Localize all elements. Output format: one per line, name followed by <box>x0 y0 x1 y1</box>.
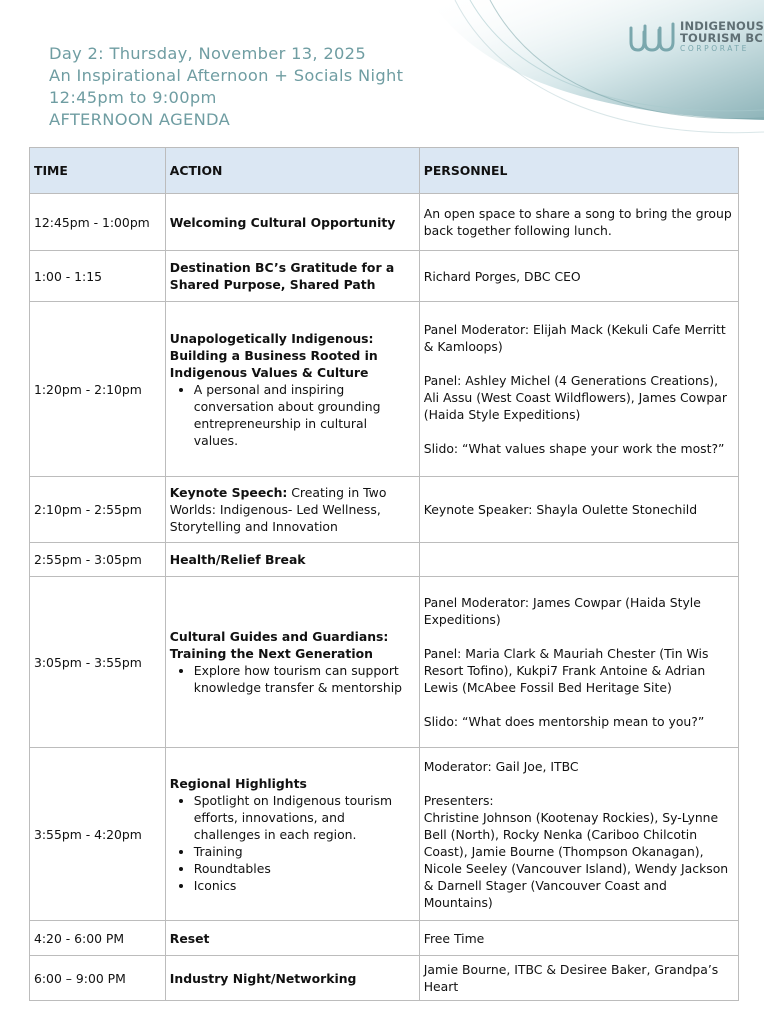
table-row <box>30 748 739 921</box>
session-title: An Inspirational Afternoon + Socials Night <box>49 66 404 85</box>
personnel-cell <box>419 251 738 302</box>
action-cell <box>165 302 419 477</box>
time-cell: 3:05pm - 3:55pm <box>30 577 166 748</box>
table-header-row <box>30 148 739 194</box>
logo-line-3: CORPORATE <box>680 44 749 54</box>
action-bullet: • Training <box>194 843 415 860</box>
action-bullet: • Explore how tourism can support knowledge transfer & mentorship <box>194 662 415 696</box>
action-title: Destination BC’s Gratitude for a Shared Purpose, Shared Path <box>169 260 395 292</box>
table-row <box>30 956 739 1001</box>
action-title: Keynote Speech: <box>169 485 288 500</box>
action-bullet: • Iconics <box>194 877 415 894</box>
page-header <box>49 43 403 131</box>
personnel-paragraph: Richard Porges, DBC CEO <box>423 268 581 284</box>
personnel-paragraph: Keynote Speaker: Shayla Oulette Stonechild <box>423 502 698 517</box>
logo-line-1: INDIGENOUS <box>680 19 764 34</box>
time-cell: 2:55pm - 3:05pm <box>30 543 166 577</box>
time-cell: 3:55pm - 4:20pm <box>30 748 166 921</box>
table-row <box>30 543 739 577</box>
hands-icon <box>628 20 676 54</box>
action-title: Unapologetically Indigenous: Building a Business Rooted in Indigenous Values & Culture <box>169 330 378 380</box>
personnel-paragraph: Panel Moderator: James Cowpar (Haida Style Expeditions) <box>423 595 701 627</box>
agenda-body <box>30 194 739 1001</box>
action-cell <box>165 543 419 577</box>
personnel-cell <box>419 956 738 1001</box>
action-title: Industry Night/Networking <box>169 970 357 986</box>
personnel-cell <box>419 194 738 251</box>
action-cell <box>165 956 419 1001</box>
logo-line-2: TOURISM BC <box>680 30 764 45</box>
personnel-cell <box>419 302 738 477</box>
time-cell: 12:45pm - 1:00pm <box>30 194 166 251</box>
action-cell <box>165 194 419 251</box>
header-action: ACTION <box>165 148 419 194</box>
personnel-paragraph: Panel: Ashley Michel (4 Generations Creations), Ali Assu (West Coast Wildflowers), James Cowpar (Haida Style Expeditions) <box>423 373 727 422</box>
personnel-cell <box>419 543 738 577</box>
time-range: 12:45pm to 9:00pm <box>49 88 217 107</box>
agenda-title: AFTERNOON AGENDA <box>49 110 231 129</box>
header-time: TIME <box>30 148 166 194</box>
table-row <box>30 477 739 543</box>
personnel-paragraph: An open space to share a song to bring the group back together following lunch. <box>423 206 732 238</box>
personnel-paragraph: Panel: Maria Clark & Mauriah Chester (Tin Wis Resort Tofino), Kukpi7 Frank Antoine & Adrian Lewis (McAbee Fossil Bed Heritage Site) <box>423 646 709 695</box>
action-cell <box>165 477 419 543</box>
action-cell <box>165 251 419 302</box>
time-cell: 2:10pm - 2:55pm <box>30 477 166 543</box>
agenda-table <box>29 147 739 1001</box>
action-title: Reset <box>169 930 210 946</box>
personnel-cell <box>419 477 738 543</box>
personnel-paragraph: Moderator: Gail Joe, ITBC <box>423 758 579 774</box>
action-cell <box>165 748 419 921</box>
personnel-paragraph: Jamie Bourne, ITBC & Desiree Baker, Grandpa’s Heart <box>423 962 719 994</box>
day-title: Day 2: Thursday, November 13, 2025 <box>49 44 366 63</box>
table-row <box>30 251 739 302</box>
logo <box>628 20 764 54</box>
personnel-paragraph: Free Time <box>423 930 485 946</box>
table-row <box>30 302 739 477</box>
personnel-cell <box>419 921 738 956</box>
time-cell: 1:20pm - 2:10pm <box>30 302 166 477</box>
action-bullet-list <box>170 662 415 696</box>
action-title: Cultural Guides and Guardians: Training the Next Generation <box>169 629 389 661</box>
action-description: Creating in Two Worlds: Indigenous- Led Wellness, Storytelling and Innovation <box>169 485 387 534</box>
personnel-paragraph: Presenters: Christine Johnson (Kootenay Rockies), Sy-Lynne Bell (North), Rocky Nenka (Cariboo Chilcotin Coast), Jamie Bourne (Thompson Okanagan), Nicole Seeley (Vancouver Island), Wendy Jackson & Darnell Stager (Vancouver Coast and Mountains) <box>423 792 729 910</box>
header-personnel: PERSONNEL <box>419 148 738 194</box>
personnel-paragraph: Slido: “What values shape your work the most?” <box>423 441 725 456</box>
action-cell <box>165 921 419 956</box>
action-title: Welcoming Cultural Opportunity <box>169 214 396 230</box>
action-bullet-list <box>170 381 415 449</box>
time-cell: 6:00 – 9:00 PM <box>30 956 166 1001</box>
action-title: Regional Highlights <box>169 775 307 791</box>
personnel-paragraph: Slido: “What does mentorship mean to you?” <box>423 714 705 729</box>
action-bullet: • A personal and inspiring conversation about grounding entrepreneurship in cultural values. <box>194 381 415 449</box>
action-bullet: • Spotlight on Indigenous tourism efforts, innovations, and challenges in each region. <box>194 792 415 843</box>
action-title: Health/Relief Break <box>169 552 306 567</box>
personnel-cell <box>419 577 738 748</box>
table-row <box>30 194 739 251</box>
personnel-cell <box>419 748 738 921</box>
action-cell <box>165 577 419 748</box>
time-cell: 1:00 - 1:15 <box>30 251 166 302</box>
personnel-paragraph: Panel Moderator: Elijah Mack (Kekuli Cafe Merritt & Kamloops) <box>423 322 726 354</box>
time-cell: 4:20 - 6:00 PM <box>30 921 166 956</box>
table-row <box>30 577 739 748</box>
table-row <box>30 921 739 956</box>
action-bullet: • Roundtables <box>194 860 415 877</box>
action-bullet-list <box>170 792 415 894</box>
